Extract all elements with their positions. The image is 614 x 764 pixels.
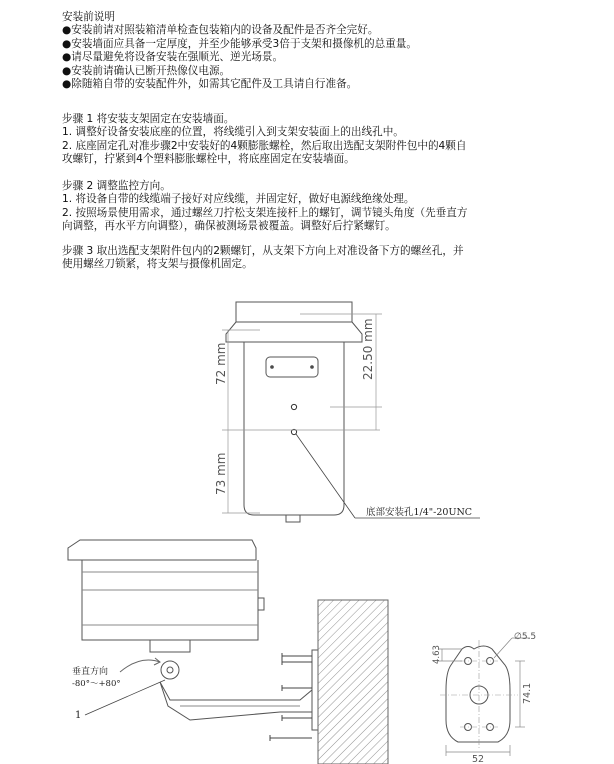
callout-1: 1 (75, 710, 82, 721)
dim-73: 73 mm (214, 452, 228, 495)
pivot-icon (161, 661, 179, 679)
step-2-line: 1. 将设备自带的线缆端子接好对应线缆，并固定好，做好电源线绝缘处理。 (62, 193, 415, 206)
rotation-label: 垂直方向 (72, 667, 109, 677)
pre-install-title: 安装前说明 (62, 11, 115, 23)
step-2-line: 2. 按照场景使用需求，通过螺丝刀拧松支架连接杆上的螺钉，调节镜头角度（先垂直方 (62, 206, 468, 219)
step-3-line: 步骤 3 取出选配支架附件包内的2颗螺钉，从支架下方向上对准设备下方的螺丝孔，并 (62, 245, 464, 257)
mounting-plate (438, 638, 530, 756)
hole-label: 底部安装孔1/4"-20UNC (366, 507, 473, 518)
dim-22-50: 22.50 mm (361, 318, 375, 380)
mount-hole-icon (291, 404, 296, 409)
step-3-line: 使用螺丝刀锁紧，将支架与摄像机固定。 (62, 258, 253, 271)
pre-install-item: ●除随箱自带的安装配件外，如需其它配件及工具请自行准备。 (62, 78, 358, 91)
camera-bottom-view (222, 302, 480, 522)
step-2-title: 步骤 2 调整监控方向。 (62, 180, 171, 192)
camera-side-view (68, 540, 388, 764)
step-2-line: 向调整，再水平方向调整），确保被测场景被覆盖。调整好后拧紧螺钉。 (62, 220, 396, 233)
dim-52: 52 (472, 754, 485, 764)
pre-install-item: ●安装墙面应具备一定厚度，并至少能够承受3倍于支架和摄像机的总重量。 (62, 37, 417, 50)
pre-install-item: ●请尽量避免将设备安装在强顺光、逆光场景。 (62, 51, 284, 64)
dim-72: 72 mm (214, 342, 228, 385)
dim-74-1: 74.1 (522, 682, 533, 704)
pre-install-item: ●安装前请对照装箱清单检查包装箱内的设备及配件是否齐全完好。 (62, 24, 379, 37)
pre-install-item: ●安装前请确认已断开热像仪电源。 (62, 64, 231, 77)
step-1-line: 攻螺钉，拧紧到4个塑料膨胀螺栓中，将底座固定在安装墙面。 (62, 153, 355, 166)
dim-hole-diameter: ∅5.5 (514, 632, 537, 642)
step-1-line: 1. 调整好设备安装底座的位置，将线缆引入到支架安装面上的出线孔中。 (62, 126, 404, 139)
dim-4-63: 4.63 (432, 645, 442, 664)
step-1-title: 步骤 1 将安装支架固定在安装墙面。 (62, 113, 235, 125)
rotation-range: -80°～+80° (72, 679, 121, 689)
step-1-line: 2. 底座固定孔对准步骤2中安装好的4颗膨胀螺栓，然后取出选配支架附件包中的4颗自 (62, 139, 467, 152)
